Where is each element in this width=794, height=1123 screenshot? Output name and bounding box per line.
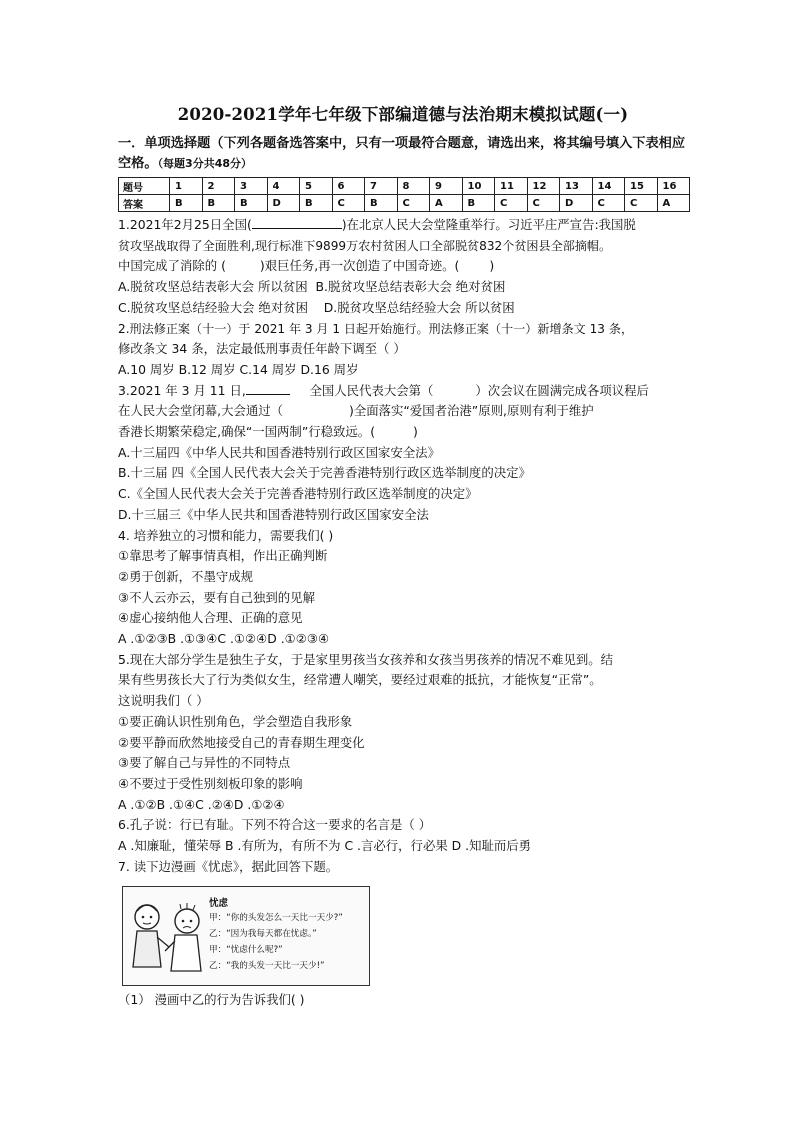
q5-statement-4: ④不要过于受性别刻板印象的影响 (118, 775, 303, 791)
answer-cell: B (235, 195, 268, 212)
q4-options: A .①②③B .①③④C .①②④D .①②③④ (118, 631, 330, 647)
question-number-cell: 14 (592, 178, 625, 195)
q5-statement-1: ①要正确认识性别角色，学会塑造自我形象 (118, 713, 353, 729)
q5-line-2: 果有些男孩长大了行为类似女生，经常遭人嘲笑，要经过艰难的抵抗，才能恢复“正常”。 (118, 672, 602, 688)
q3-line-2 (118, 401, 688, 422)
answer-cell: C (625, 195, 658, 212)
q3-text-e: )全面落实“爱国者治港”原则,原则有利于维护 (349, 403, 594, 419)
q3-text-g: ) (413, 424, 418, 440)
question-number-cell: 11 (495, 178, 528, 195)
q6-options: A .知廉耻，懂荣辱 B .有所为，有所不为 C .言必行，行必果 D .知耻而后勇 (118, 838, 532, 854)
q1-text-d: )艰巨任务,再一次创造了中国奇迹。( (259, 258, 460, 274)
q3-text-a: 3.2021 年 3 月 11 日, (118, 382, 246, 398)
q7-sub-question-1: （1） 漫画中乙的行为告诉我们( ) (118, 991, 305, 1007)
q3-option-a: A.十三届四《中华人民共和国香港特别行政区国家安全法》 (118, 444, 440, 460)
q1-option-c: C.脱贫攻坚总结经验大会 绝对贫困 (118, 299, 308, 315)
question-number-cell: 5 (300, 178, 333, 195)
q1-line-2: 贫攻坚战取得了全面胜利,现行标准下9899万农村贫困人口全部脱贫832个贫困县全部摘帽。 (118, 238, 612, 253)
answer-table-answer-row (119, 195, 690, 212)
question-number-cell: 2 (202, 178, 235, 195)
q3-text-f: 香港长期繁荣稳定,确保“一国两制”行稳致远。( (118, 424, 376, 440)
question-number-cell: 9 (430, 178, 463, 195)
q1-blank-1 (252, 228, 342, 229)
q3-line-3 (118, 422, 688, 443)
q5-line-3: 这说明我们（ ） (118, 693, 209, 709)
q1-options-cd (118, 298, 688, 319)
question-number-cell: 7 (365, 178, 398, 195)
q1-option-d: D.脱贫攻坚总结经验大会 所以贫困 (323, 299, 515, 315)
cartoon-dialog-1: 甲：“你的头发怎么一天比一天少?” (209, 912, 343, 923)
cartoon-title: 忧虑 (209, 897, 229, 909)
answer-cell: C (495, 195, 528, 212)
q1-text-a: 1.2021年2月25日全国( (118, 217, 252, 232)
question-number-cell: 12 (527, 178, 560, 195)
q1-option-b: B.脱贫攻坚总结表彰大会 绝对贫困 (315, 279, 506, 295)
answer-cell: B (462, 195, 495, 212)
section-heading (118, 134, 688, 174)
q1-text-e: ) (489, 258, 495, 274)
question-number-cell: 1 (170, 178, 203, 195)
question-number-cell: 15 (625, 178, 658, 195)
exam-title: 2020-2021学年七年级下部编道德与法治期末模拟试题(一) (177, 105, 629, 124)
q3-option-c: C.《全国人民代表大会关于完善香港特别行政区选举制度的决定》 (118, 486, 478, 502)
answer-cell: B (170, 195, 203, 212)
q4-statement-1: ①靠思考了解事情真相，作出正确判断 (118, 548, 328, 564)
question-number-cell: 13 (560, 178, 593, 195)
q1-text-b: )在北京人民大会堂隆重举行。习近平庄严宣告:我国脱 (341, 217, 636, 232)
q4-statement-4: ④虚心接纳他人合理、正确的意见 (118, 610, 303, 626)
answer-cell: C (592, 195, 625, 212)
cartoon-dialog-2: 乙：“因为我每天都在忧虑。” (209, 928, 317, 939)
q3-text-c: ）次会议在圆满完成各项议程后 (475, 382, 649, 398)
answer-cell: D (560, 195, 593, 212)
q5-statement-2: ②要平静而欣然地接受自己的青春期生理变化 (118, 734, 365, 750)
q1-line-1 (118, 215, 688, 236)
q3-text-d: 在人民大会堂闭幕,大会通过（ (118, 403, 284, 419)
cartoon-dialog-3: 甲：“忧虑什么呢?” (209, 944, 283, 955)
answer-cell: B (300, 195, 333, 212)
question-number-cell: 4 (267, 178, 300, 195)
q7-stem: 7. 读下边漫画《忧虑》，据此回答下题。 (118, 858, 339, 874)
answer-table-number-row (119, 178, 690, 195)
q5-options: A .①②B .①④C .②④D .①②④ (118, 796, 285, 812)
q4-statement-2: ②勇于创新，不墨守成规 (118, 568, 254, 584)
q2-line-1: 2.刑法修正案（十一）于 2021 年 3 月 1 日起开始施行。刑法修正案（十一）新增条文 13 条， (118, 321, 634, 336)
q4-statement-3: ③不人云亦云，要有自己独到的见解 (118, 589, 315, 605)
q5-statement-3: ③要了解自己与异性的不同特点 (118, 755, 291, 771)
q3-blank-1 (246, 394, 290, 395)
q3-option-b: B.十三届 四《全国人民代表大会关于完善香港特别行政区选举制度的决定》 (118, 465, 531, 481)
question-number-cell: 8 (397, 178, 430, 195)
answer-cell: D (267, 195, 300, 212)
q1-text-c: 中国完成了消除的 ( (118, 258, 226, 274)
section-score-note: （每题3分共48分） (157, 157, 253, 170)
cartoon-worry (122, 886, 370, 986)
answer-cell: B (365, 195, 398, 212)
exam-page (118, 104, 688, 1010)
answer-cell: C (527, 195, 560, 212)
q2-line-2: 修改条文 34 条，法定最低刑事责任年龄下调至（ ） (118, 341, 406, 357)
answer-table (118, 177, 690, 212)
question-number-cell: 3 (235, 178, 268, 195)
answer-cell: C (332, 195, 365, 212)
number-row-label: 题号 (119, 178, 170, 195)
q2-options: A.10 周岁 B.12 周岁 C.14 周岁 D.16 周岁 (118, 361, 359, 377)
answer-row-label: 答案 (119, 195, 170, 212)
section-heading-text: 一．单项选择题（下列各题备选答案中，只有一项最符合题意，请选出来，将其编号填入下表相应空格。 (118, 136, 686, 171)
question-number-cell: 10 (462, 178, 495, 195)
q1-line-3 (118, 256, 688, 277)
q3-line-1 (118, 381, 688, 402)
answer-cell: A (657, 195, 690, 212)
q1-option-a: A.脱贫攻坚总结表彰大会 所以贫困 (118, 279, 308, 295)
question-number-cell: 6 (332, 178, 365, 195)
answer-cell: C (397, 195, 430, 212)
q1-options-ab (118, 277, 688, 298)
q5-line-1: 5.现在大部分学生是独生子女，于是家里男孩当女孩养和女孩当男孩养的情况不难见到。结 (118, 651, 614, 667)
q4-stem: 4. 培养独立的习惯和能力，需要我们( ) (118, 527, 334, 543)
q3-option-d: D.十三届三《中华人民共和国香港特别行政区国家安全法 (118, 506, 429, 522)
question-number-cell: 16 (657, 178, 690, 195)
q3-text-b: 全国人民代表大会第（ (309, 382, 434, 398)
q6-stem: 6.孔子说：行已有耻。下列不符合这一要求的名言是（ ） (118, 817, 432, 833)
answer-cell: B (202, 195, 235, 212)
cartoon-dialog-4: 乙：“我的头发一天比一天少!” (209, 960, 325, 971)
answer-cell: A (430, 195, 463, 212)
